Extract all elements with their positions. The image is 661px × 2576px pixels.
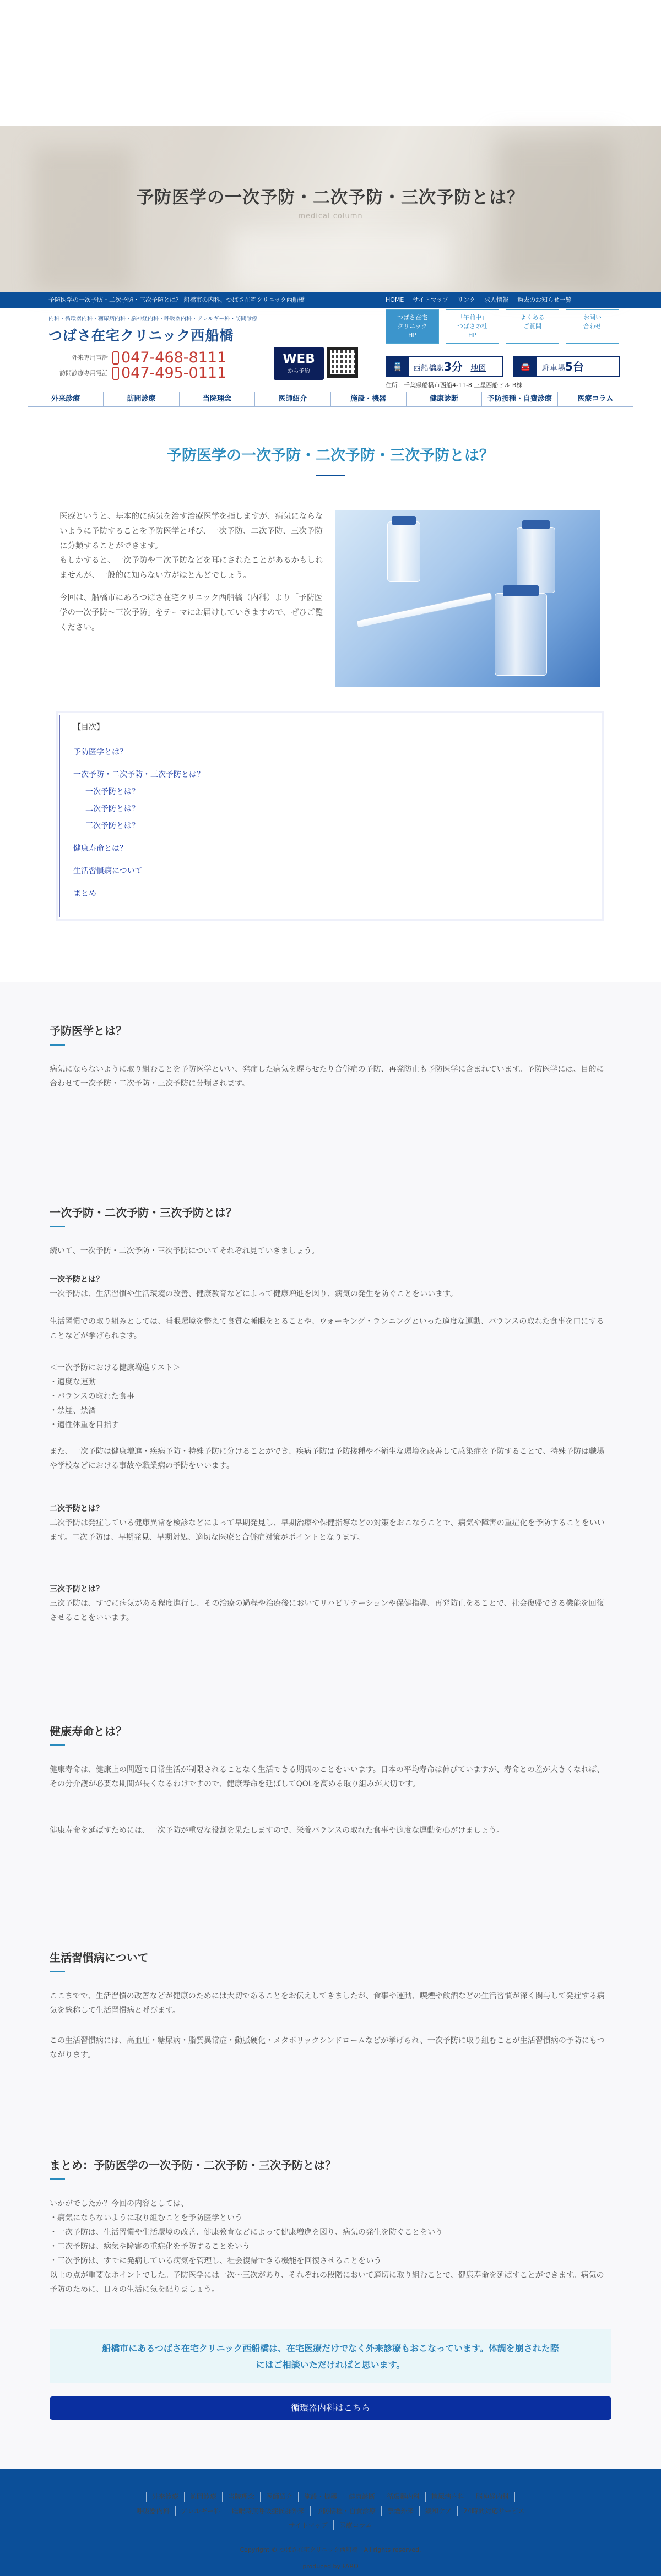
footer-link[interactable]: 健康診断 bbox=[343, 2492, 381, 2502]
gnav-philosophy[interactable]: 当院理念 bbox=[180, 392, 255, 406]
list-item: ・バランスの取れた食事 bbox=[50, 1392, 134, 1401]
summary-line: ・一次予防は、生活習慣や生活環境の改善、健康教育などによって健康増進を図り、病気の発生を防ぐことをいう bbox=[50, 2228, 443, 2237]
tel-visit-number[interactable]: 047-495-0111 bbox=[121, 365, 227, 382]
vial-shape bbox=[495, 593, 547, 676]
section-body: また、一次予防は健康増進・疾病予防・特殊予防に分けることができ、疾病予防は予防接種や不衛生な環境を改善して感染症を予防することで、特殊予防は職場や学校などにおける事故や職業病の予防をいいます。 bbox=[50, 1447, 605, 1470]
top-bar bbox=[0, 292, 661, 308]
gnav-facilities[interactable]: 施設・機器 bbox=[331, 392, 407, 406]
site-logo[interactable]: つばさ在宅クリニック西船橋 bbox=[48, 328, 234, 344]
subheading: 三次予防とは？ bbox=[50, 1585, 104, 1594]
list-item: ・禁煙、禁酒 bbox=[50, 1406, 96, 1415]
tel-visit-label: 訪問診療専用電話 bbox=[59, 369, 108, 377]
web-reservation-button[interactable] bbox=[274, 347, 324, 380]
section-heading: 健康寿命とは？ bbox=[50, 1725, 127, 1738]
clinic-address: 住所：千葉県船橋市西船4-11-8 三星西船ビル B棟 bbox=[386, 382, 523, 389]
topnav-home[interactable]: HOME bbox=[386, 296, 404, 303]
hero-blur-floor bbox=[231, 230, 452, 291]
section-heading-rule bbox=[50, 2178, 65, 2180]
tel-outpatient-label: 外来専用電話 bbox=[72, 354, 108, 361]
footer-link[interactable]: 睡眠時無呼吸症候群外来 bbox=[226, 2506, 311, 2516]
section-body: 三次予防は、すでに病気がある程度進行し、その治療の過程や治療後においてリハビリテーションや保健指導、再発防止をることで、社会復帰できる機能を回復させることをいいます。 bbox=[50, 1599, 604, 1622]
car-icon: 🚘 bbox=[514, 357, 537, 376]
intro-text bbox=[59, 509, 324, 643]
hero-subtitle: medical column bbox=[298, 212, 363, 220]
station-text bbox=[409, 357, 486, 377]
toc-link[interactable]: 予防医学とは？ bbox=[73, 748, 127, 757]
section-heading: 一次予防・二次予防・三次予防とは？ bbox=[50, 1206, 237, 1219]
footer-link[interactable]: 循環器内科 bbox=[381, 2492, 426, 2502]
footer-link[interactable]: 外来診療 bbox=[146, 2492, 185, 2502]
section-heading: 予防医学とは？ bbox=[50, 1024, 127, 1037]
header-box-faq[interactable]: よくある ご質問 bbox=[506, 309, 559, 344]
subheading: 二次予防とは？ bbox=[50, 1504, 104, 1513]
footer-link[interactable]: サイトマップ bbox=[283, 2520, 334, 2530]
footer-link[interactable]: 禁煙外来 bbox=[382, 2506, 420, 2516]
section-heading-rule bbox=[50, 1226, 65, 1227]
footer-link[interactable]: 施設・機器 bbox=[299, 2492, 343, 2502]
footer-link[interactable]: 医師紹介 bbox=[261, 2492, 299, 2502]
vial-cap bbox=[522, 520, 550, 529]
phone-icon bbox=[112, 367, 119, 380]
toc-link[interactable]: まとめ bbox=[73, 889, 96, 898]
phone-icon bbox=[112, 351, 119, 365]
cta-message: にはご相談いただければと思います。 bbox=[256, 2360, 405, 2370]
gnav-vaccination[interactable]: 予防接種・自費診療 bbox=[482, 392, 557, 406]
footer-link[interactable]: 予防接種・自費診療 bbox=[311, 2506, 382, 2516]
title-underline bbox=[316, 475, 345, 476]
parking-label: 駐車場 bbox=[542, 363, 565, 373]
cardiology-link-button[interactable]: 循環器内科はこちら bbox=[50, 2396, 611, 2420]
vaccine-vials-image bbox=[335, 510, 600, 687]
produced-by: produced by FARO bbox=[302, 2563, 359, 2570]
section-heading: まとめ：予防医学の一次予防・二次予防・三次予防とは？ bbox=[50, 2159, 336, 2172]
map-link[interactable]: 地図 bbox=[470, 363, 486, 373]
list-item: ・適性体重を目指す bbox=[50, 1421, 119, 1430]
intro-paragraph: もしかすると、一次予防や二次予防などを耳にされたことがあるかもしれませんが、一般的に知らない方がほとんどでしょう。 bbox=[59, 556, 323, 580]
section-body: 生活習慣での取り組みとしては、睡眠環境を整えて良質な睡眠をとることや、ウォーキング・ランニングといった適度な運動、バランスの取れた食事を口にすることなどが挙げられます。 bbox=[50, 1317, 604, 1340]
station-badge bbox=[386, 356, 503, 377]
summary-line: 以上の点が重要なポイントでした。予防医学には一次〜三次があり、それぞれの段階において適切に取り組むことで、健康寿命を延ばすことができます。病気の予防のために、日々の生活に気を配りましょう。 bbox=[50, 2271, 604, 2294]
tel-outpatient[interactable] bbox=[48, 350, 226, 365]
footer-link[interactable]: 当院理念 bbox=[223, 2492, 261, 2502]
topbar-breadcrumb: 予防医学の一次予防・二次予防・三次予防とは？ 船橋市の内科、つばさ在宅クリニック西船橋 bbox=[48, 296, 305, 303]
station-minutes: 3分 bbox=[444, 360, 463, 373]
toc-heading: 【目次】 bbox=[73, 723, 104, 732]
global-nav bbox=[28, 392, 633, 407]
footer-link[interactable]: 緩和ケア bbox=[420, 2506, 458, 2516]
list-heading: ＜一次予防における健康増進リスト＞ bbox=[50, 1363, 181, 1372]
station-name: 西船橋駅 bbox=[413, 363, 444, 373]
summary-line: ・三次予防は、すでに発病している病気を管理し、社会復帰できる機能を回復させることをいう bbox=[50, 2257, 382, 2265]
gnav-checkup[interactable]: 健康診断 bbox=[407, 392, 482, 406]
parking-count: 5台 bbox=[565, 360, 584, 373]
topnav-sitemap[interactable]: サイトマップ bbox=[413, 296, 449, 303]
hero-title: 予防医学の一次予防・二次予防・三次予防とは？ bbox=[137, 188, 524, 208]
tel-outpatient-number[interactable]: 047-468-8111 bbox=[121, 349, 227, 366]
qr-code-frame bbox=[327, 347, 358, 378]
copyright: Copyright © つばさ在宅クリニック西船橋 All rights reserved. bbox=[240, 2546, 421, 2553]
section-body: 続いて、一次予防・二次予防・三次予防についてそれぞれ見ていきましょう。 bbox=[50, 1247, 319, 1256]
gnav-outpatient[interactable]: 外来診療 bbox=[28, 392, 104, 406]
footer-link[interactable]: 糖尿病内科 bbox=[426, 2492, 470, 2502]
section-heading: 生活習慣病について bbox=[50, 1951, 149, 1964]
footer-link[interactable]: 24時間対応サービス bbox=[458, 2506, 530, 2516]
topnav-recruit[interactable]: 求人情報 bbox=[484, 296, 508, 303]
list-item: ・適度な運動 bbox=[50, 1378, 96, 1387]
toc-link[interactable]: 三次予防とは？ bbox=[85, 822, 139, 830]
footer-link[interactable]: 医療コラム bbox=[334, 2520, 378, 2530]
web-label: WEB bbox=[283, 352, 315, 366]
section-body: この生活習慣病には、高血圧・糖尿病・脂質異常症・動脈硬化・メタボリックシンドロームなどが挙げられ、一次予防に取り組むことが生活習慣病の予防にもつながります。 bbox=[50, 2036, 605, 2059]
toc-link[interactable]: 二次予防とは？ bbox=[85, 805, 139, 813]
intro-paragraph: 医療というと、基本的に病気を治す治療医学を指しますが、病気にならないように予防することを予防医学と呼び、一次予防、二次予防、三次予防に分類することができます。 bbox=[59, 512, 323, 551]
summary-line: いかがでしたか？今回の内容としては、 bbox=[50, 2199, 188, 2208]
header-box-clinic-hp[interactable]: つばさ在宅 クリニック HP bbox=[386, 309, 439, 344]
section-heading-rule bbox=[50, 1044, 65, 1046]
intro-paragraph: 今回は、船橋市にあるつばさ在宅クリニック西船橋（内科）より「予防医学の一次予防〜三次予防」をテーマにお届けしていきますので、ぜひご覧ください。 bbox=[59, 594, 323, 632]
footer-nav-row bbox=[0, 2492, 661, 2502]
section-body: 健康寿命を延ばすためには、一次予防が重要な役割を果たしますので、栄養バランスの取れた食事や適度な運動を心がけましょう。 bbox=[50, 1826, 505, 1835]
topnav-news-archive[interactable]: 過去のお知らせ一覧 bbox=[517, 296, 572, 303]
summary-line: ・二次予防は、病気や障害の重症化を予防することをいう bbox=[50, 2242, 250, 2251]
header-box-contact[interactable]: お問い 合わせ bbox=[566, 309, 619, 344]
section-body: 一次予防は、生活習慣や生活環境の改善、健康教育などによって健康増進を図り、病気の発生を防ぐことをいいます。 bbox=[50, 1290, 458, 1298]
logo-tagline: 内科・循環器内科・糖尿病内科・脳神経内科・呼吸器内科・アレルギー科・訪問診療 bbox=[48, 316, 258, 322]
table-of-contents bbox=[59, 715, 600, 917]
gnav-column[interactable]: 医療コラム bbox=[558, 392, 633, 406]
vial-shape bbox=[387, 521, 420, 582]
section-body: ここまでで、生活習慣の改善などが健康のためには大切であることをお伝えしてきましたが、食事や運動、喫煙や飲酒などの生活習慣が深く関与して発症する病気を総称して生活習慣病と呼びます。 bbox=[50, 1992, 605, 2015]
section-heading-rule bbox=[50, 1971, 65, 1972]
subheading: 一次予防とは？ bbox=[50, 1275, 104, 1284]
gnav-home-visit[interactable]: 訪問診療 bbox=[104, 392, 179, 406]
train-icon: 🚆 bbox=[387, 357, 409, 376]
footer-link[interactable]: 訪問診療 bbox=[185, 2492, 223, 2502]
page-title: 予防医学の一次予防・二次予防・三次予防とは？ bbox=[167, 447, 494, 464]
toc-link[interactable]: 生活習慣病について bbox=[73, 867, 143, 876]
section-heading-rule bbox=[50, 1744, 65, 1746]
tel-visit[interactable] bbox=[48, 366, 226, 381]
footer-link[interactable]: 呼吸器内科 bbox=[131, 2506, 176, 2516]
section-body: 健康寿命は、健康上の問題で日常生活が制限されることなく生活できる期間のことをいいます。日本の平均寿命は伸びていますが、寿命との差が大きくなれば、その分介護が必要な期間が長くなるわけですので、健康寿命を延ばしてQOLを高める取り組みが大切です。 bbox=[50, 1765, 604, 1789]
vial-cap bbox=[392, 516, 416, 525]
cta-message-box bbox=[50, 2329, 611, 2383]
summary-line: ・病気にならないように取り組むことを予防医学という bbox=[50, 2214, 242, 2222]
web-sub-label: から予約 bbox=[288, 368, 310, 374]
footer-link[interactable]: アレルギー科 bbox=[176, 2506, 226, 2516]
vial-cap bbox=[503, 585, 539, 596]
topnav-links[interactable]: リンク bbox=[457, 296, 475, 303]
cta-message: 船橋市にあるつばさ在宅クリニック西船橋は、在宅医療だけでなく外来診療もおこなっています。体調を崩された際 bbox=[102, 2343, 559, 2354]
toc-link[interactable]: 一次予防とは？ bbox=[85, 787, 139, 796]
parking-text bbox=[537, 357, 584, 377]
gnav-doctor[interactable]: 医師紹介 bbox=[255, 392, 330, 406]
footer-nav-row bbox=[0, 2520, 661, 2530]
top-nav bbox=[386, 295, 572, 305]
vial-shape bbox=[517, 527, 555, 593]
footer-link[interactable]: 脳神経内科 bbox=[470, 2492, 515, 2502]
syringe-shape bbox=[356, 592, 492, 628]
footer-nav-row bbox=[0, 2506, 661, 2516]
section-body: 病気にならないように取り組むことを予防医学といい、発症した病気を遅らせたり合併症の予防、再発防止も予防医学に含まれています。予防医学には、目的に合わせて一次予防・二次予防・三次予防に分類されます。 bbox=[50, 1065, 604, 1088]
section-body: 二次予防は発症している健康異常を検診などによって早期発見し、早期治療や保健指導などの対策をおこなうことで、病気や障害の重症化を予防することをいいます。二次予防は、早期発見、早期対処、適切な医療と合併症対策がポイントとなります。 bbox=[50, 1519, 605, 1542]
toc-link[interactable]: 一次予防・二次予防・三次予防とは？ bbox=[73, 770, 204, 779]
header-box-tsubasa-mori[interactable]: 「午前中」 つばさの杜 HP bbox=[446, 309, 499, 344]
toc-link[interactable]: 健康寿命とは？ bbox=[73, 844, 127, 853]
parking-badge bbox=[513, 356, 620, 377]
